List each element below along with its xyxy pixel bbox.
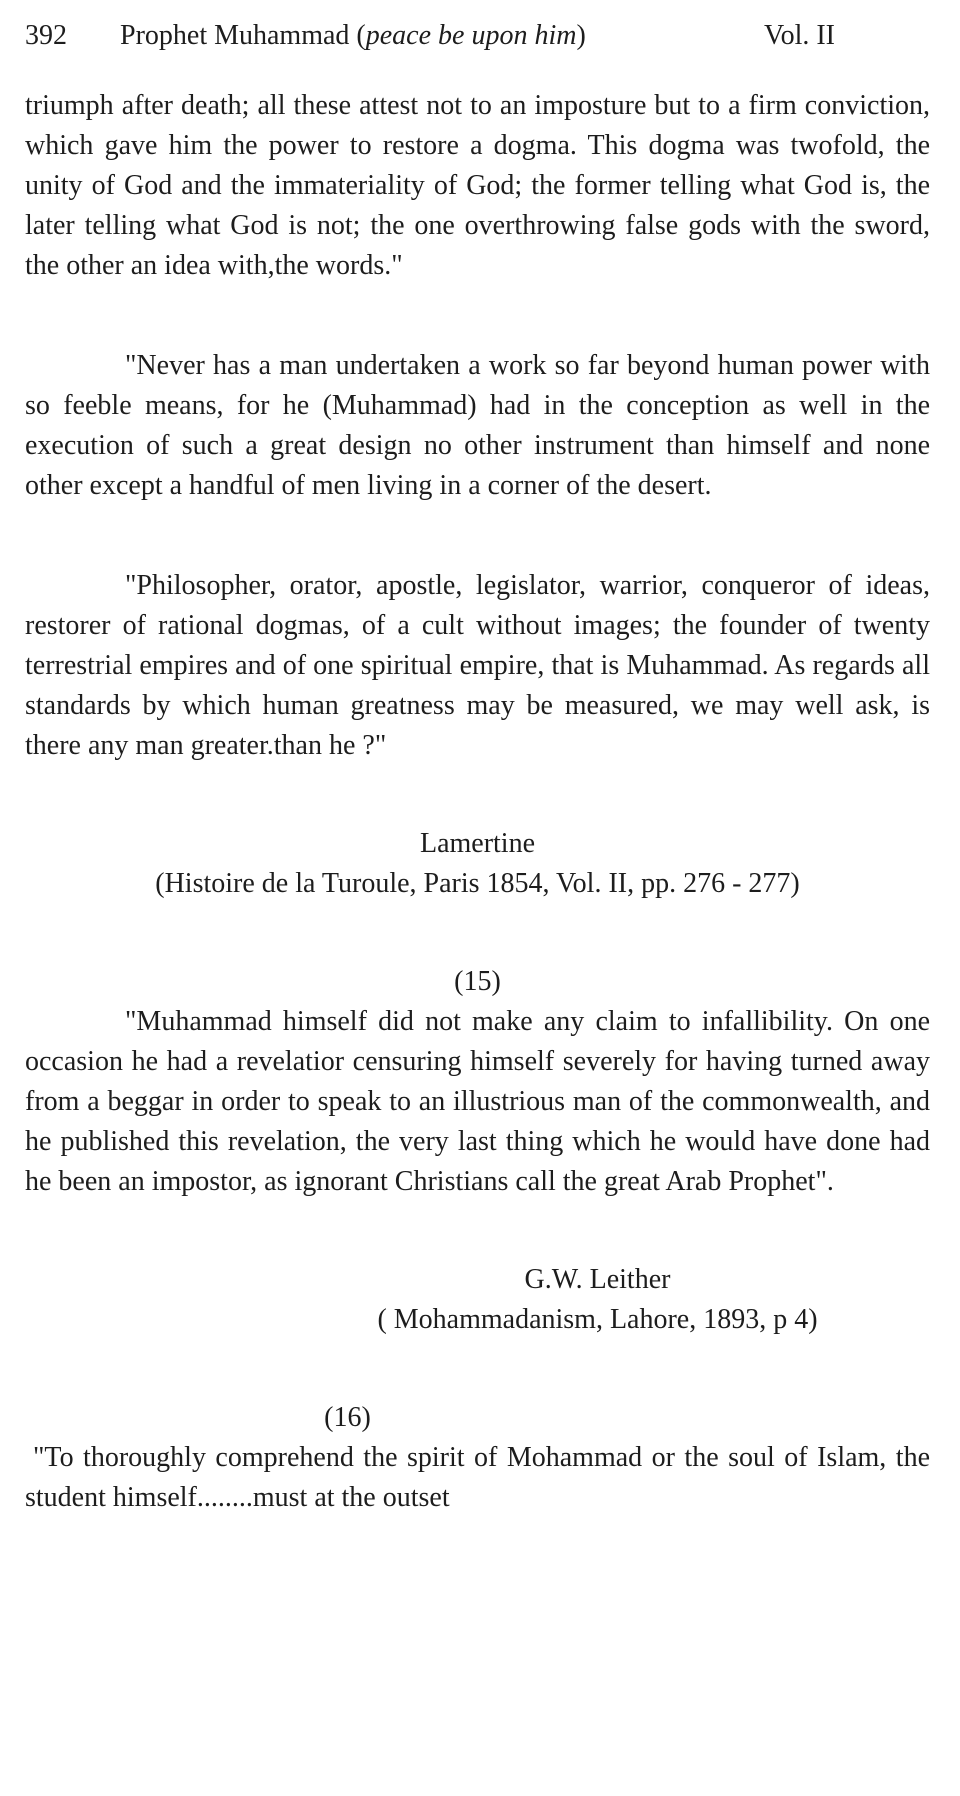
volume-label: Vol. II (763, 20, 835, 51)
page-number: 392 (25, 20, 67, 51)
page-header (25, 16, 930, 56)
section-heading-15: (15) (454, 966, 501, 997)
page-title-italic: peace be upon him (365, 20, 577, 51)
page-title-prefix: Prophet Muhammad ( (120, 20, 366, 51)
attribution-leither-name: G.W. Leither (524, 1264, 671, 1295)
attribution-lamertine-source: (Histoire de la Turoule, Paris 1854, Vol. II, pp. 276 - 277) (155, 868, 800, 899)
paragraph-never-has-a-man: "Never has a man undertaken a work so far beyond human power with so feeble means, for he (Muhammad) had in the conception as well in the execution of such a great design no other instrument than himself and none other except a handful of men living in a corner of the desert. (25, 350, 930, 501)
page-title (120, 16, 764, 56)
paragraph-muhammad-himself: "Muhammad himself did not make any claim to infallibility. On one occasion he had a revelatior censuring himself severely for having turned away from a beggar in order to speak to an illustrious man of the commonwealth, and he published this revelation, the very last thing which he would have done had he been an impostor, as ignorant Christians call the great Arab Prophet". (25, 1006, 930, 1197)
page-title-suffix: ) (576, 20, 586, 51)
attribution-leither-source: ( Mohammadanism, Lahore, 1893, p 4) (377, 1304, 818, 1335)
attribution-lamertine (25, 824, 930, 904)
attribution-lamertine-name: Lamertine (419, 828, 536, 859)
paragraph-to-thoroughly: "To thoroughly comprehend the spirit of Mohammad or the soul of Islam, the student himself........must at the outset (25, 1442, 930, 1513)
attribution-leither (25, 1260, 930, 1340)
paragraph-philosopher: "Philosopher, orator, apostle, legislator, warrior, conqueror of ideas, restorer of rational dogmas, of a cult without images; the founder of twenty terrestrial empires and of one spiritual empire, that is Muhammad. As regards all standards by which human greatness may be measured, we may well ask, is there any man greater.than he ?" (25, 570, 930, 761)
section-heading-16: (16) (324, 1402, 371, 1433)
paragraph-triumph: triumph after death; all these attest not to an imposture but to a firm conviction, which gave him the power to restore a dogma. This dogma was twofold, the unity of God and the immateriality of God; the former telling what God is, the later telling what God is not; the one overthrowing false gods with the sword, the other an idea with,the words." (25, 90, 930, 281)
